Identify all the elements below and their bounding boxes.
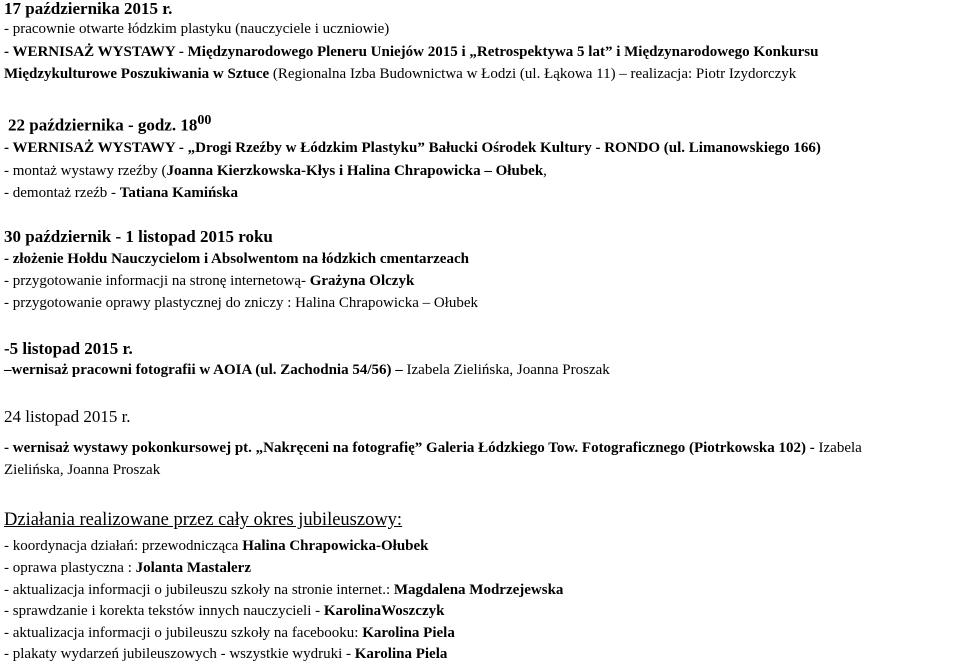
list-item xyxy=(4,539,429,554)
oct30-line-2-b: Grażyna Olczyk xyxy=(309,273,415,289)
nov24-line-1 xyxy=(4,441,862,456)
oct17-line-3-bold: Międzykulturowe Poszukiwania w Sztuce xyxy=(4,66,270,82)
section-heading-oct30: 30 październik - 1 listopad 2015 roku xyxy=(4,227,273,246)
list-item-person: Halina Chrapowicka-Ołubek xyxy=(242,538,429,554)
oct30-line-2 xyxy=(4,274,414,289)
section-heading-nov5: -5 listopad 2015 r. xyxy=(4,339,133,358)
nov24-line-1-b: Izabela xyxy=(818,440,862,456)
list-item-person: Karolina Piela xyxy=(362,625,455,641)
oct17-line-2: - WERNISAŻ WYSTAWY - Międzynarodowego Pleneru Uniejów 2015 i „Retrospektywa 5 lat” i Międzynarodowego Konkursu xyxy=(4,44,819,60)
oct22-line-1: - WERNISAŻ WYSTAWY - „Drogi Rzeźby w Łódzkim Plastyku” Bałucki Ośrodek Kultury - RONDO (ul. Limanowskiego 166) xyxy=(4,140,821,156)
section-heading-oct17: 17 października 2015 r. xyxy=(4,0,173,18)
oct30-line-3: - przygotowanie oprawy plastycznej do zniczy : Halina Chrapowicka – Ołubek xyxy=(4,295,479,311)
oct22-line-2-c: , xyxy=(543,163,547,179)
list-item-label: - aktualizacja informacji o jubileuszu szkoły na stronie internet.: xyxy=(4,582,394,598)
list-item-person: Karolina Piela xyxy=(354,646,448,662)
list-item xyxy=(4,626,455,641)
oct17-line-3-rest: (Regionalna Izba Budownictwa w Łodzi (ul. Łąkowa 11) – realizacja: Piotr Izydorczyk xyxy=(269,66,797,82)
list-item-person: Jolanta Mastalerz xyxy=(135,560,251,576)
nov5-line-1-b: Izabela Zielińska, Joanna Proszak xyxy=(402,362,610,378)
oct17-line-3 xyxy=(4,67,796,82)
nov5-line-1-a: –wernisaż pracowni fotografii w AOIA (ul. Zachodnia 54/56) – xyxy=(4,362,403,378)
oct30-line-1: - złożenie Hołdu Nauczycielom i Absolwentom na łódzkich cmentarzeach xyxy=(4,251,469,267)
nov24-line-2: Zielińska, Joanna Proszak xyxy=(4,462,161,478)
list-item-label: - oprawa plastyczna : xyxy=(4,560,136,576)
list-item xyxy=(4,583,563,598)
list-item xyxy=(4,604,444,619)
list-item-label: - aktualizacja informacji o jubileuszu szkoły na facebooku: xyxy=(4,625,363,641)
list-item-label: - sprawdzanie i korekta tekstów innych nauczycieli - xyxy=(4,603,324,619)
oct22-line-3-a: - demontaż rzeźb - xyxy=(4,185,120,201)
oct22-line-2 xyxy=(4,164,547,179)
list-item-person: KarolinaWoszczyk xyxy=(323,603,445,619)
list-item xyxy=(4,647,447,662)
section-heading-year: Działania realizowane przez cały okres jubileuszowy: xyxy=(4,510,403,530)
nov5-line-1 xyxy=(4,363,610,378)
section-heading-nov24: 24 listopad 2015 r. xyxy=(4,407,131,426)
oct22-line-2-b: Joanna Kierzkowska-Kłys i Halina Chrapowicka – Ołubek xyxy=(166,163,544,179)
list-item-label: - koordynacja działań: przewodnicząca xyxy=(4,538,243,554)
nov24-line-1-a: - wernisaż wystawy pokonkursowej pt. „Nakręceni na fotografię” Galeria Łódzkiego Tow. Fotograficznego (Piotrkowska 102) - xyxy=(4,440,819,456)
oct22-line-2-a: - montaż wystawy rzeźby ( xyxy=(4,163,167,179)
list-item xyxy=(4,561,251,576)
section-heading-oct22 xyxy=(8,114,211,134)
list-item-person: Magdalena Modrzejewska xyxy=(393,582,564,598)
oct22-line-3-b: Tatiana Kamińska xyxy=(119,185,239,201)
oct22-heading-sup: 00 xyxy=(197,113,212,128)
oct17-line-1: - pracownie otwarte łódzkim plastyku (nauczyciele i uczniowie) xyxy=(4,21,390,37)
oct22-heading-text: 22 października - godz. 18 xyxy=(8,115,198,135)
oct22-line-3 xyxy=(4,186,238,201)
list-item-label: - plakaty wydarzeń jubileuszowych - wszystkie wydruki - xyxy=(4,646,355,662)
oct30-line-2-a: - przygotowanie informacji na stronę internetową- xyxy=(4,273,310,289)
